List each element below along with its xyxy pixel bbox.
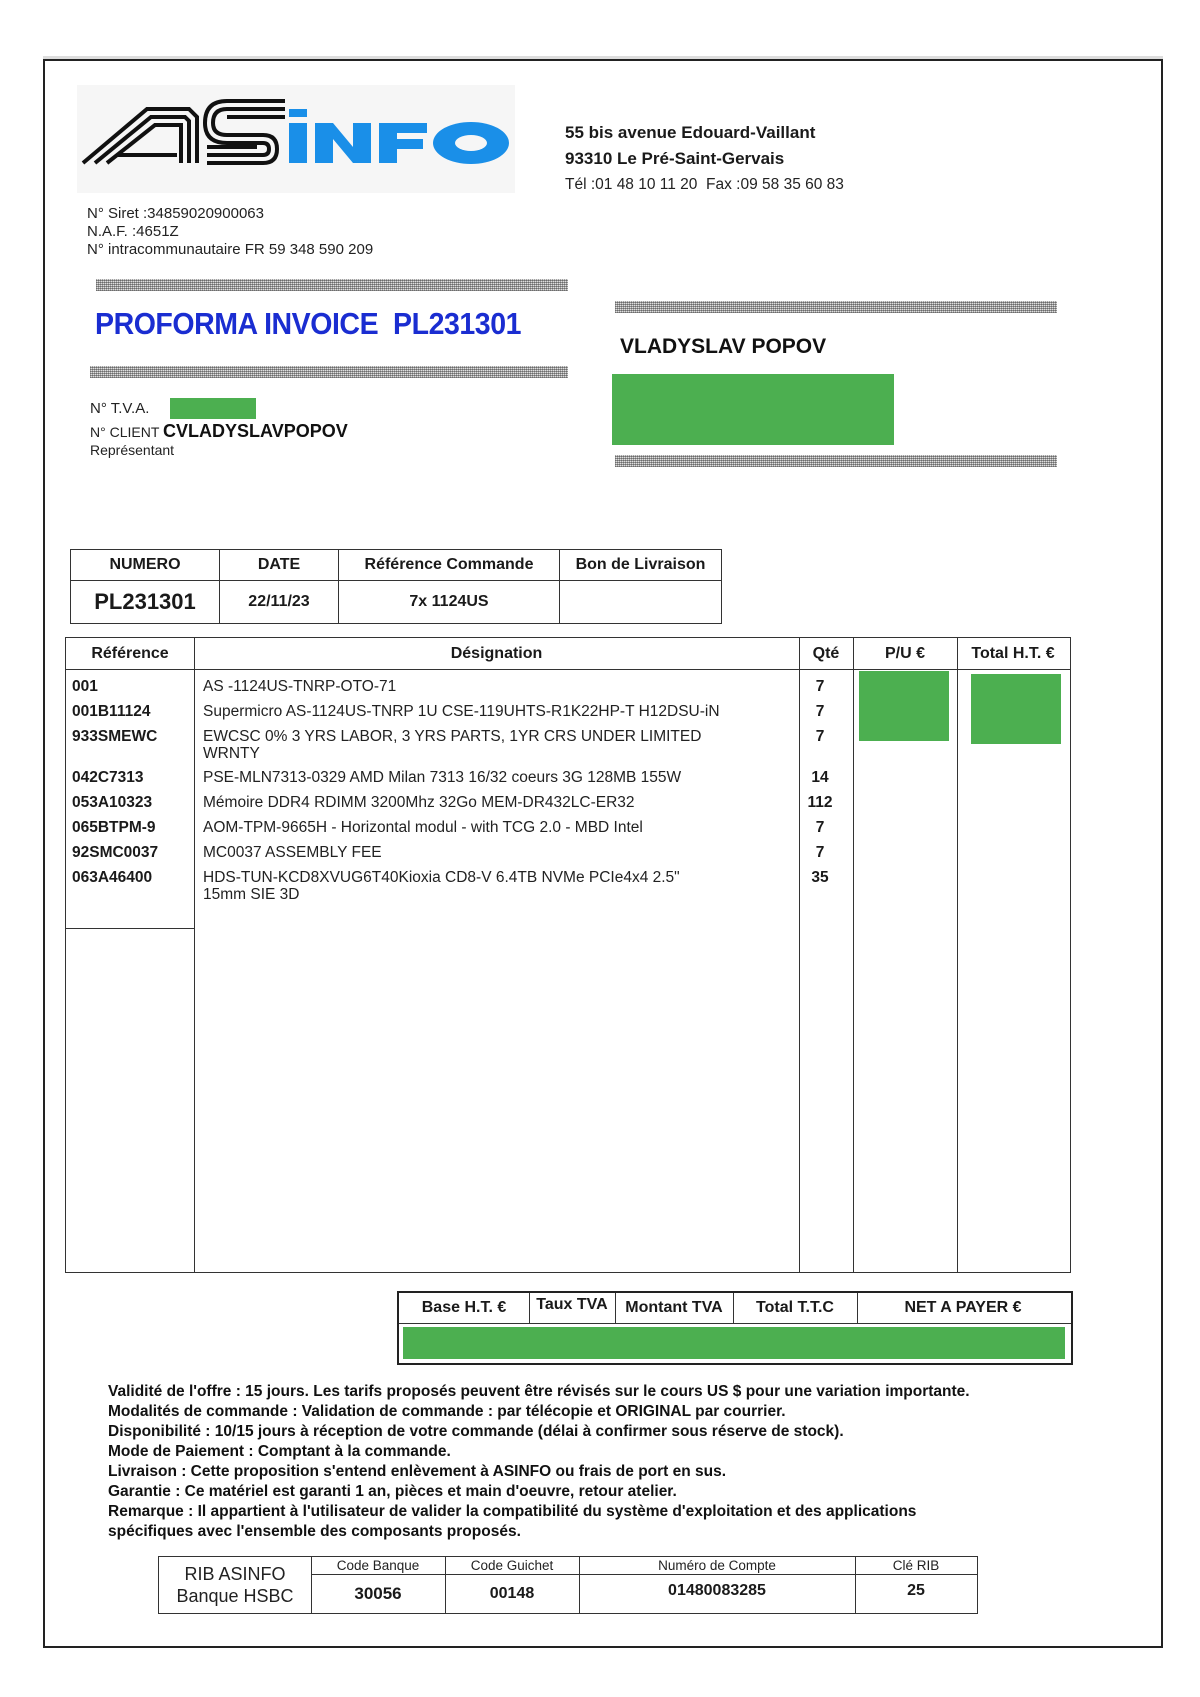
rib-label-line2: Banque HSBC: [176, 1586, 294, 1606]
header-reference: Référence: [91, 645, 169, 662]
address-line1: 55 bis avenue Edouard-Vaillant: [565, 123, 816, 142]
client-name: VLADYSLAV POPOV: [620, 335, 827, 358]
client-no-label: N° CLIENT: [90, 424, 160, 440]
redacted-unit-prices: [859, 671, 949, 741]
header-code-guichet: Code Guichet: [445, 1557, 579, 1575]
table-row-designation: PSE-MLN7313-0329 AMD Milan 7313 16/32 coeurs 3G 128MB 155W: [203, 769, 682, 786]
table-row-designation-cont: 15mm SIE 3D: [203, 886, 300, 903]
term-validity: Validité de l'offre : 15 jours. Les tarifs proposés peuvent être révisés sur le cours US $ pour une variation importante.: [108, 1383, 970, 1400]
naf-code: N.A.F. :4651Z: [87, 223, 179, 240]
table-row-designation: AOM-TPM-9665H - Horizontal modul - with TCG 2.0 - MBD Intel: [203, 819, 643, 836]
table-row-qty: 35: [811, 869, 829, 886]
company-legal-info: [87, 205, 373, 259]
client-no-value: CVLADYSLAVPOPOV: [163, 421, 348, 441]
tva-number: [90, 400, 149, 417]
table-row-qty: 112: [807, 794, 833, 811]
client-number: [90, 421, 348, 442]
header-qty: Qté: [812, 645, 840, 662]
code-guichet: 00148: [489, 1585, 535, 1602]
meta-date: 22/11/23: [220, 581, 339, 624]
table-row-designation-cont: WRNTY: [203, 745, 260, 762]
header-net-a-payer: NET A PAYER €: [904, 1299, 1022, 1316]
phone-fax: Tél :01 48 10 11 20 Fax :09 58 35 60 83: [565, 176, 844, 193]
table-row-designation: EWCSC 0% 3 YRS LABOR, 3 YRS PARTS, 1YR CRS UNDER LIMITED: [203, 728, 702, 745]
code-banque: 30056: [354, 1584, 402, 1603]
company-address: [565, 120, 844, 198]
header-cle-rib: Clé RIB: [855, 1557, 977, 1575]
hatch-divider: [96, 279, 568, 291]
table-row-qty: 7: [815, 819, 825, 836]
table-row-qty: 7: [815, 844, 825, 861]
hatch-divider: [615, 455, 1057, 467]
header-total-ht: Total H.T. €: [971, 645, 1055, 662]
intracom-vat: N° intracommunautaire FR 59 348 590 209: [87, 241, 374, 258]
cle-rib: 25: [907, 1582, 925, 1599]
table-row-ref: 92SMC0037: [72, 844, 159, 861]
address-line2: 93310 Le Pré-Saint-Gervais: [565, 149, 785, 168]
meta-header-bon-livraison: Bon de Livraison: [560, 550, 722, 581]
header-numero-compte: Numéro de Compte: [579, 1557, 855, 1575]
table-row-qty: 7: [815, 703, 825, 720]
term-delivery: Livraison : Cette proposition s'entend enlèvement à ASINFO ou frais de port en sus.: [108, 1463, 727, 1480]
term-warranty: Garantie : Ce matériel est garanti 1 an, pièces et main d'oeuvre, retour atelier.: [108, 1483, 677, 1500]
table-row-designation: Mémoire DDR4 RDIMM 3200Mhz 32Go MEM-DR432LC-ER32: [203, 794, 635, 811]
siret: N° Siret :34859020900063: [87, 205, 264, 222]
header-code-banque: Code Banque: [311, 1557, 445, 1575]
items-table: [65, 637, 1071, 1273]
table-row-ref: 053A10323: [72, 794, 153, 811]
term-order-terms: Modalités de commande : Validation de commande : par télécopie et ORIGINAL par courrier.: [108, 1403, 786, 1420]
term-remark: Remarque : Il appartient à l'utilisateur de valider la compatibilité du système d'exploitation et des applications: [108, 1503, 917, 1520]
table-row-ref: 001: [72, 678, 98, 695]
term-remark-cont: spécifiques avec l'ensemble des composants proposés.: [108, 1523, 521, 1540]
term-payment: Mode de Paiement : Comptant à la commande.: [108, 1443, 451, 1460]
meta-ref-commande: 7x 1124US: [339, 581, 560, 624]
totals-table: [397, 1291, 1073, 1365]
table-row-designation: AS -1124US-TNRP-OTO-71: [203, 678, 397, 695]
invoice-meta-table: [70, 549, 722, 624]
redacted-tva: [170, 398, 256, 419]
bank-details-table: [158, 1556, 978, 1614]
rib-label-line1: RIB ASINFO: [184, 1564, 286, 1584]
table-row-ref: 042C7313: [72, 769, 144, 786]
redacted-client-address: [612, 374, 894, 445]
header-base-ht: Base H.T. €: [399, 1293, 530, 1323]
totals-divider: [399, 1323, 1071, 1324]
tva-label: N° T.V.A.: [90, 400, 150, 417]
table-row-ref: 065BTPM-9: [72, 819, 156, 836]
hatch-divider: [90, 366, 568, 378]
representant-label: Représentant: [90, 442, 175, 458]
redacted-totals: [971, 674, 1061, 744]
term-availability: Disponibilité : 10/15 jours à réception de votre commande (délai à confirmer sous réserve de stock).: [108, 1423, 844, 1440]
header-montant-tva: Montant TVA: [615, 1293, 734, 1323]
table-row-designation: HDS-TUN-KCD8XVUG6T40Kioxia CD8-V 6.4TB NVMe PCIe4x4 2.5": [203, 869, 680, 886]
company-logo: [77, 85, 515, 193]
rib-label: [163, 1563, 307, 1607]
meta-header-ref-commande: Référence Commande: [339, 550, 560, 581]
numero-compte: 01480083285: [668, 1582, 766, 1599]
meta-bon-livraison: [560, 581, 722, 624]
page-title: PROFORMA INVOICE PL231301: [95, 306, 522, 341]
header-total-ttc: Total T.T.C: [733, 1293, 858, 1323]
meta-numero: PL231301: [71, 581, 220, 624]
hatch-divider: [615, 301, 1057, 313]
header-designation: Désignation: [450, 645, 543, 662]
redacted-totals-values: [403, 1327, 1065, 1359]
table-row-ref: 001B11124: [72, 703, 151, 720]
table-row-ref: 933SMEWC: [72, 728, 158, 745]
asinfo-logo-icon: [77, 85, 515, 193]
meta-header-date: DATE: [220, 550, 339, 581]
table-row-ref: 063A46400: [72, 869, 153, 886]
terms-and-conditions: [108, 1382, 1088, 1542]
table-row-qty: 7: [815, 728, 825, 745]
table-row-designation: Supermicro AS-1124US-TNRP 1U CSE-119UHTS-R1K22HP-T H12DSU-iN: [203, 703, 720, 720]
table-row-qty: 7: [815, 678, 825, 695]
header-unit-price: P/U €: [884, 645, 925, 662]
table-row-qty: 14: [811, 769, 829, 786]
meta-header-numero: NUMERO: [71, 550, 220, 581]
header-taux-tva: Taux TVA: [529, 1293, 616, 1323]
table-row-designation: MC0037 ASSEMBLY FEE: [203, 844, 382, 861]
